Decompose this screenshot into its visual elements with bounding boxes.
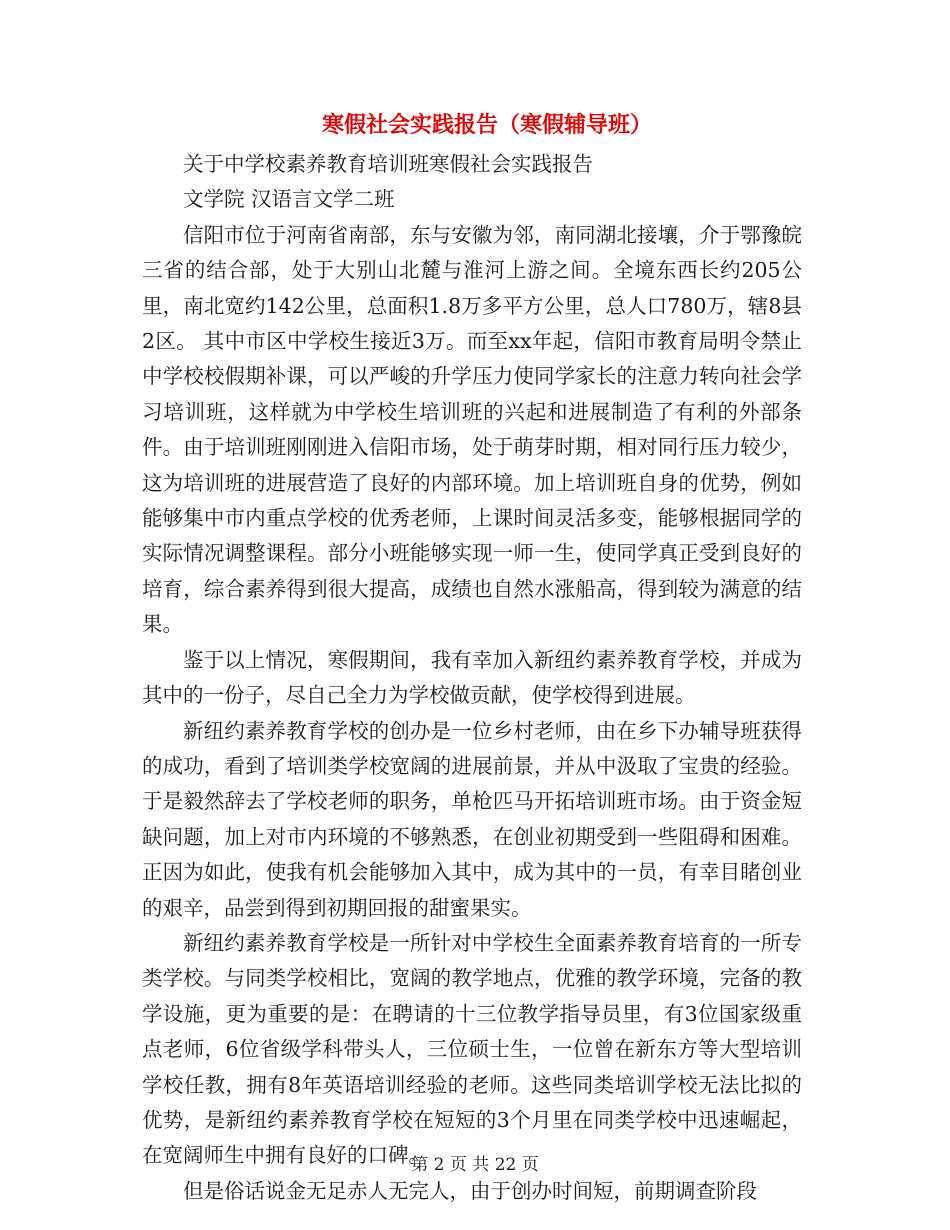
document-body <box>142 106 802 1209</box>
paragraph: 鉴于以上情况，寒假期间，我有幸加入新纽约素养教育学校，并成为其中的一份子，尽自己全力为学校做贡献，使学校得到进展。 <box>142 647 802 708</box>
paragraph: 新纽约素养教育学校的创办是一位乡村老师，由在乡下办辅导班获得的成功，看到了培训类学校宽阔的进展前景，并从中汲取了宝贵的经验。于是毅然辞去了学校老师的职务，单枪匹马开拓培训班市场。由于资金短缺问题，加上对市内环境的不够熟悉，在创业初期受到一些阻碍和困难。正因为如此，使我有机会能够加入其中，成为其中的一员，有幸目睹创业的艰辛，品尝到得到初期回报的甜蜜果实。 <box>142 718 802 920</box>
paragraph: 信阳市位于河南省南部，东与安徽为邻，南同湖北接壤，介于鄂豫皖三省的结合部，处于大别山北麓与淮河上游之间。全境东西长约205公里，南北宽约142公里，总面积1.8万多平方公里，总人口780万，辖8县2区。 其中市区中学校生接近3万。而至xx年起，信阳市教育局明令禁止中学校校假期补课，可以严峻的升学压力使同学家长的注意力转向社会学习培训班，这样就为中学校生培训班的兴起和进展制造了有利的外部条件。由于培训班刚刚进入信阳市场，处于萌芽时期，相对同行压力较少，这为培训班的进展营造了良好的内部环境。加上培训班自身的优势，例如能够集中市内重点学校的优秀老师，上课时间灵活多变，能够根据同学的实际情况调整课程。部分小班能够实现一师一生，使同学真正受到良好的培育，综合素养得到很大提高，成绩也自然水涨船高，得到较为满意的结果。 <box>142 222 802 637</box>
paragraph: 新纽约素养教育学校是一所针对中学校生全面素养教育培育的一所专类学校。与同类学校相比，宽阔的教学地点，优雅的教学环境，完备的教学设施，更为重要的是：在聘请的十三位教学指导员里，有3位国家级重点老师，6位省级学科带头人，三位硕士生，一位曾在新东方等大型培训学校任教，拥有8年英语培训经验的老师。这些同类培训学校无法比拟的优势，是新纽约素养教育学校在短短的3个月里在同类学校中迅速崛起，在宽阔师生中拥有良好的口碑。 <box>142 930 802 1168</box>
page-number-footer: 第 2 页 共 22 页 <box>411 1155 539 1175</box>
document-subtitle: 关于中学校素养教育培训班寒假社会实践报告 <box>183 152 593 176</box>
author-line: 文学院 汉语言文学二班 <box>183 187 395 212</box>
paragraph: 但是俗话说金无足赤人无完人，由于创办时间短，前期调查阶段 <box>183 1178 757 1203</box>
document-title: 寒假社会实践报告（寒假辅导班） <box>321 112 652 138</box>
